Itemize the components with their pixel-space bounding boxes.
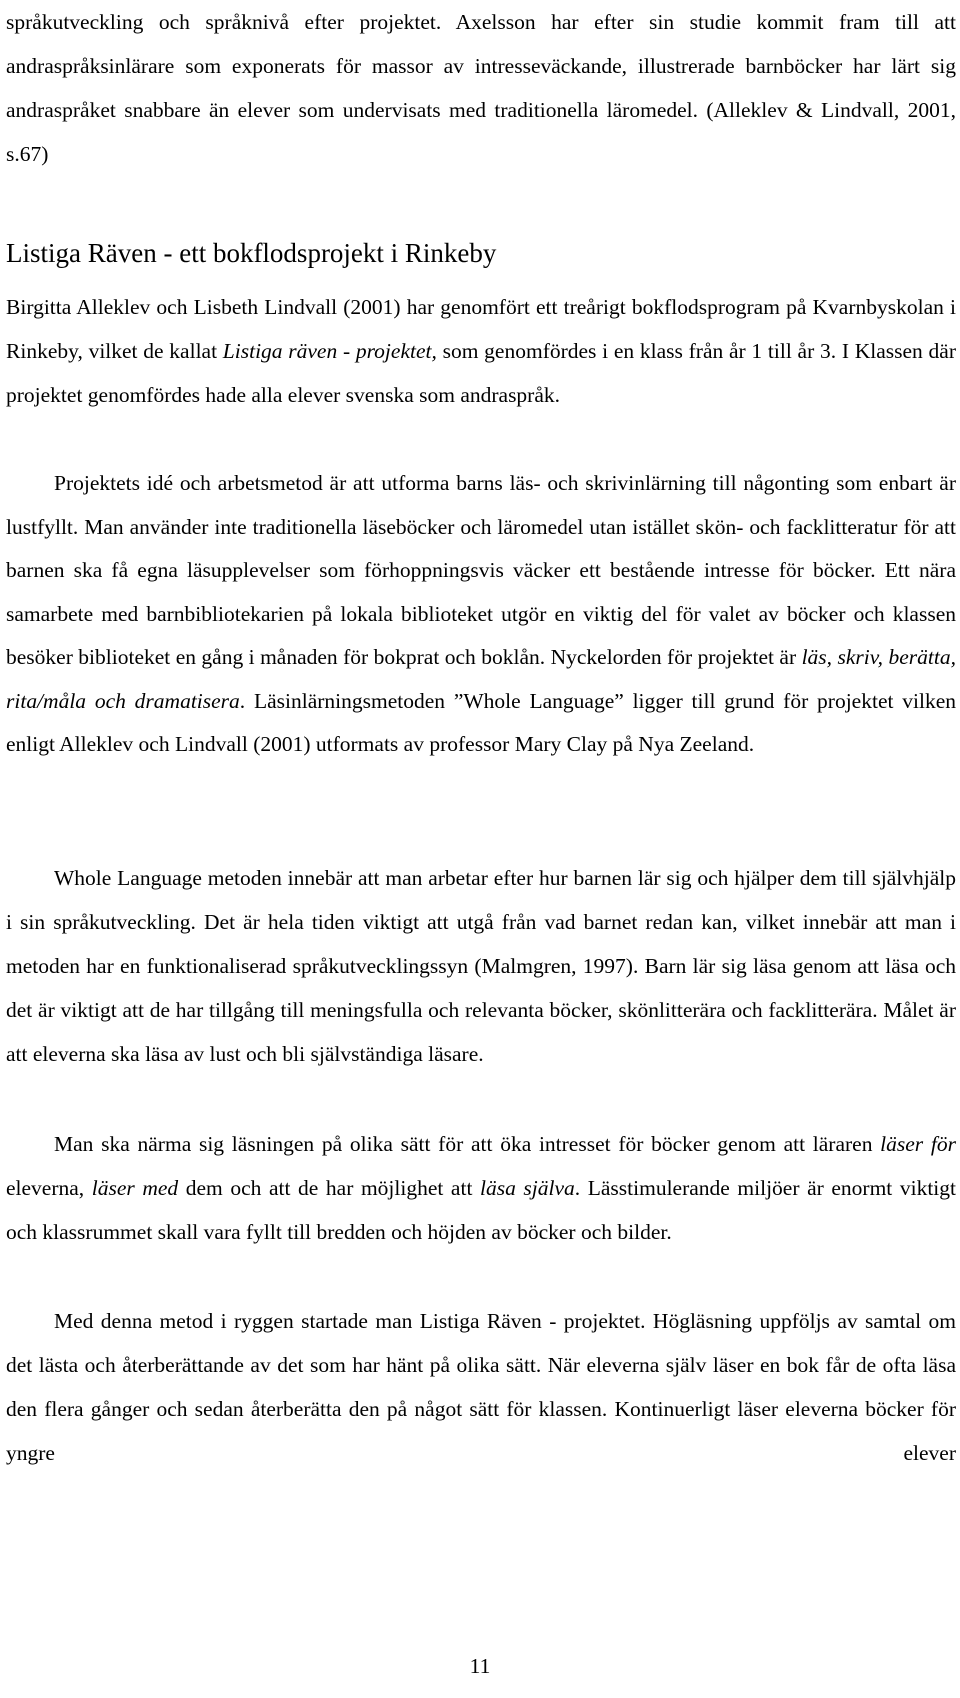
paragraph-1-text-b: som genomfördes i en klass från år 1 till år 3. I Klassen där projektet genomfördes hade alla elever svenska som andraspråk. xyxy=(6,339,956,407)
section-heading: Listiga Räven - ett bokflodsprojekt i Rinkeby xyxy=(6,238,497,268)
intro-paragraph: språkutveckling och språknivå efter projektet. Axelsson har efter sin studie kommit fram till att andraspråksinlärare som exponerats för massor av intresseväckande, illustrerade barnböcker har lärt sig andraspråket snabbare än elever som undervisats med traditionella läromedel. (Alleklev & Lindvall, 2001, s.67) xyxy=(6,10,956,166)
paragraph-3: Whole Language metoden innebär att man arbetar efter hur barnen lär sig och hjälper dem till självhjälp i sin språkutveckling. Det är hela tiden viktigt att utgå från vad barnet redan kan, vilket innebär att man i metoden har en funktionaliserad språkutvecklingssyn (Malmgren, 1997). Barn lär sig läsa genom att läsa och det är viktigt att de har tillgång till meningsfulla och relevanta böcker, skönlitterära och facklitterära. Målet är att eleverna ska läsa av lust och bli självständiga läsare. xyxy=(6,866,956,1066)
paragraph-4-italic-2: läser med xyxy=(91,1176,179,1200)
paragraph-2-italic: läs, skriv, berätta, rita/måla och dramatisera xyxy=(6,645,956,713)
paragraph-4-italic-1: läser för xyxy=(880,1132,956,1156)
paragraph-2 xyxy=(6,462,956,767)
paragraph-1 xyxy=(6,285,956,417)
paragraph-4-italic-3: läsa själva xyxy=(480,1176,575,1200)
paragraph-5: Med denna metod i ryggen startade man Listiga Räven - projektet. Högläsning uppföljs av samtal om det lästa och återberättande av det som har hänt på olika sätt. När eleverna själv läser en bok får de ofta läsa den flera gånger och sedan återberätta den på något sätt för klassen. Kontinuerligt läser eleverna böcker för yngre elever xyxy=(6,1309,956,1465)
paragraph-1-italic: Listiga räven - projektet, xyxy=(222,339,437,363)
paragraph-2-text-b: . Läsinlärningsmetoden ”Whole Language” ligger till grund för projektet vilken enligt Alleklev och Lindvall (2001) utformats av professor Mary Clay på Nya Zeeland. xyxy=(6,688,956,756)
page-number: 11 xyxy=(469,1654,491,1678)
paragraph-4-text-b: eleverna, xyxy=(6,1176,92,1200)
paragraph-2-text-a: Projektets idé och arbetsmetod är att utforma barns läs- och skrivinlärning till någonting som enbart är lustfyllt. Man använder inte traditionella läseböcker och läromedel utan istället skön- och facklitteratur för att barnen ska få egna läsupplevelser som förhoppningsvis väcker ett bestående intresse för böcker. Ett nära samarbete med barnbibliotekarien på lokala biblioteket utgör en viktig del för valet av böcker och klassen besöker biblioteket en gång i månaden för bokprat och boklån. Nyckelorden för projektet är xyxy=(6,471,956,669)
paragraph-4-text-c: dem och att de har möjlighet att xyxy=(178,1176,480,1200)
paragraph-4-text-a: Man ska närma sig läsningen på olika sätt för att öka intresset för böcker genom att läraren xyxy=(54,1132,881,1156)
paragraph-1-text-a: Birgitta Alleklev och Lisbeth Lindvall (2001) har genomfört ett treårigt bokflodsprogram på Kvarnbyskolan i Rinkeby, vilket de kallat xyxy=(6,295,956,363)
paragraph-4-text-d: . Lässtimulerande miljöer är enormt viktigt och klassrummet skall vara fyllt till bredden och höjden av böcker och bilder. xyxy=(6,1176,956,1244)
paragraph-4 xyxy=(6,1122,956,1254)
